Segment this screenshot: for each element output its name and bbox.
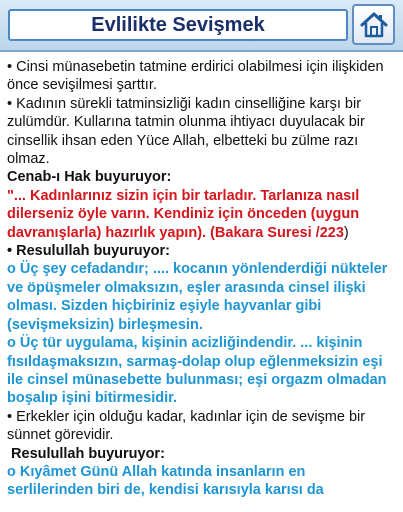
hadith-heading-1: • Resulullah buyuruyor:	[7, 243, 170, 260]
hadith-3: o Kıyâmet Günü Allah katında insanların en serlilerinden biri de, kendisi karısıyla karısı da	[7, 463, 324, 499]
paragraph-1: • Cinsi münasebetin tatmine erdirici olabilmesi için ilişkiden önce sevişilmesi şarttır.	[7, 59, 384, 94]
hadith-2: o Üç tür uygulama, kişinin acizliğindendir. ... kişinin fısıldaşmaksızın, sarmaş-dolap olup eğlenmeksizin eşi ile cinsel münasebette bulunması; eşi orgazm olmadan boşalıp işini bitirmesidir.	[7, 335, 387, 407]
hadith-heading-2: Resulullah buyuruyor:	[7, 445, 165, 462]
paragraph-2: • Kadının sürekli tatminsizliği kadın cinselliğine karşı bir zulümdür. Kullarına tatmin olunma ihtiyacı duyulacak bir cinsellik ihsan eden Yüce Allah, elbetteki bu zülme razı olmaz.	[7, 95, 365, 168]
quran-heading: Cenab-ı Hak buyuruyor:	[7, 169, 172, 186]
home-button[interactable]	[352, 4, 395, 45]
app-header	[0, 0, 403, 52]
home-icon	[359, 11, 389, 39]
hadith-1: o Üç şey cefadandır; .... kocanın yönlenderdiği nükteler ve öpüşmeler olmaksızın, eşler arasında cinsel ilişki olması. Sizden hiçbiriniz eşiyle hayvanlar gibi (sevişmeksizin) birleşmesin.	[7, 261, 388, 333]
paragraph-sunnah: • Erkekler için olduğu kadar, kadınlar için de sevişme bir sünnet görevidir.	[7, 408, 366, 444]
quran-quote	[7, 187, 393, 242]
page-title: Evlilikte Sevişmek	[8, 9, 348, 41]
quran-quote-text: "... Kadınlarınız sizin için bir tarladır. Tarlanıza nasıl dilerseniz öyle varın. Kendiniz için önceden (uygun davranışlarla) hazırlık yapın). (Bakara Suresi /223	[7, 187, 360, 241]
quran-quote-close: )	[343, 224, 349, 241]
article-content	[0, 52, 403, 512]
